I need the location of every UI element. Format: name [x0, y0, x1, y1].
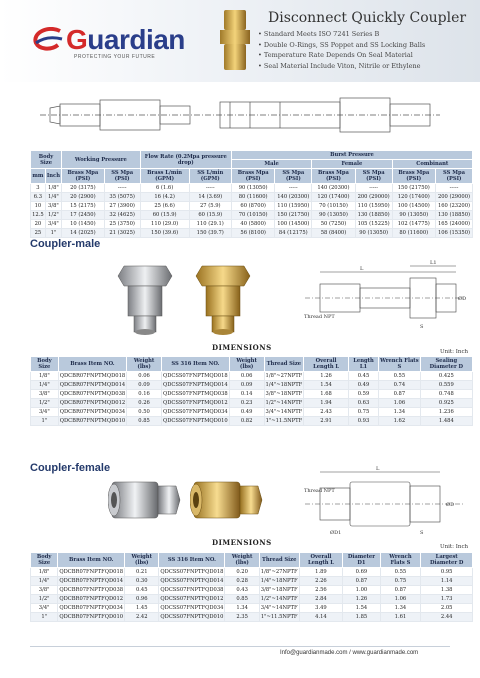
table-cell: 84 (12175)	[275, 229, 312, 238]
table-cell: 1.34	[225, 604, 259, 613]
table-cell: 0.85	[127, 417, 162, 426]
table-cell: 1.26	[343, 595, 380, 604]
table-cell: QDCSS07FNPTMQD010	[162, 418, 228, 424]
table-cell: 150 (21750)	[392, 184, 435, 193]
table-cell: 0.93	[348, 417, 378, 426]
table-cell: 0.30	[125, 577, 159, 586]
table-cell: 0.75	[348, 408, 378, 417]
table-cell: 14 (3.69)	[189, 193, 231, 202]
table-cell: 100 (14500)	[392, 202, 435, 211]
table-cell: 160 (23200)	[436, 202, 473, 211]
th-ss-mpa: SS Mpa (PSI)	[275, 169, 312, 184]
male-dimensions-table	[30, 356, 473, 426]
table-cell: 3/4"~14NPTF	[265, 409, 303, 415]
table-cell: 90 (13050)	[312, 211, 355, 220]
table-cell: 3.49	[299, 604, 343, 613]
table-cell: 110 (15950)	[275, 202, 312, 211]
table-cell: 1/2"~14NPTF	[260, 596, 298, 602]
table-header-cell: Weight (lbs)	[125, 553, 159, 568]
table-cell: 105 (15225)	[355, 220, 392, 229]
table-cell: 2.26	[299, 577, 343, 586]
table-cell: -----	[355, 184, 392, 193]
table-cell: 17 (2450)	[62, 211, 105, 220]
table-cell: 1/8"	[31, 568, 58, 577]
table-header-cell: Brass Item NO.	[58, 357, 126, 372]
table-cell: 90 (13050)	[355, 229, 392, 238]
table-cell: 27 (3900)	[104, 202, 140, 211]
spec-row	[31, 184, 473, 193]
table-cell: 165 (24000)	[436, 220, 473, 229]
table-cell: 1/4"~18NPTF	[265, 382, 303, 388]
table-cell: 110 (29.0)	[140, 220, 189, 229]
table-cell: QDCSS07FNPTMQD012	[162, 400, 228, 406]
table-cell: 0.87	[379, 390, 421, 399]
table-header-cell: Sealing Diameter D	[420, 357, 472, 372]
table-cell: 70 (10150)	[231, 211, 274, 220]
table-cell: 25 (6.6)	[140, 202, 189, 211]
dim-label-d: ØD	[458, 296, 467, 302]
table-cell: 0.75	[380, 577, 421, 586]
table-cell: 3/8"~18NPTF	[260, 587, 298, 593]
spec-row	[31, 220, 473, 229]
table-cell: 0.59	[348, 390, 378, 399]
table-cell: 1.85	[343, 613, 380, 622]
footer-contact: Info@guardianmade.com / www.guardianmade.com	[280, 650, 419, 656]
table-cell: QDCSS07FNPTFQD010	[160, 614, 224, 620]
table-cell: 60 (15.9)	[189, 211, 231, 220]
table-cell: 0.14	[229, 390, 264, 399]
th-brass-mpa: Brass Mpa (PSI)	[62, 169, 105, 184]
page-title: Disconnect Quickly Coupler	[268, 10, 467, 26]
table-cell: 1"	[31, 417, 59, 426]
table-cell: 15 (2175)	[62, 202, 105, 211]
table-cell: 1.34	[379, 408, 421, 417]
table-cell: QDCSS07FNPTMQD038	[162, 391, 228, 397]
section-title-female: Coupler-female	[30, 462, 111, 474]
th-body-size: Body Size	[31, 151, 62, 169]
table-cell: QDCBR07FNPTFQD034	[59, 605, 124, 611]
table-cell: 12.5	[32, 212, 44, 218]
table-cell: 0.63	[348, 399, 378, 408]
table-cell: 0.09	[127, 381, 162, 390]
spec-table-body	[31, 184, 473, 238]
feature-item: • Temperature Rate Depends On Seal Material	[258, 50, 425, 61]
dim-label-s: S	[420, 530, 424, 536]
table-cell: 1/2"~14NPTF	[265, 400, 303, 406]
table-cell: 25	[31, 229, 46, 238]
table-cell: 0.06	[229, 372, 264, 381]
table-cell: 80 (11600)	[231, 193, 274, 202]
logo-swoosh-icon	[30, 27, 64, 53]
table-cell: 0.87	[380, 586, 421, 595]
male-dimensions-title: DIMENSIONS	[212, 343, 272, 352]
table-cell: 3/4"	[31, 408, 59, 417]
table-header-cell: Weight (lbs)	[127, 357, 162, 372]
table-cell: QDCSS07FNPTFQD038	[160, 587, 224, 593]
table-cell: QDCSS07FNPTFQD034	[160, 605, 224, 611]
table-cell: 0.559	[420, 381, 472, 390]
table-cell: QDCBR07FNPTMQD012	[59, 400, 126, 406]
table-cell: 1.06	[380, 595, 421, 604]
male-row	[31, 381, 473, 390]
table-cell: 1.62	[379, 417, 421, 426]
male-row	[31, 408, 473, 417]
table-cell: 25 (3750)	[104, 220, 140, 229]
coupler-assembly-drawing	[30, 88, 450, 143]
feature-item: • Seal Material Include Viton, Nitrile or Ethylene	[258, 61, 425, 72]
table-cell: 2.91	[304, 417, 349, 426]
table-cell: 1.54	[343, 604, 380, 613]
hero-coupler-image	[210, 4, 260, 76]
table-cell: 1.61	[380, 613, 421, 622]
table-cell: 1/2"	[31, 595, 58, 604]
table-header-cell: Thread Size	[264, 357, 304, 372]
table-cell: 70 (10150)	[312, 202, 355, 211]
table-cell: 6 (1.6)	[140, 184, 189, 193]
table-cell: 1.54	[304, 381, 349, 390]
page-header	[0, 0, 480, 82]
table-cell: 1.484	[420, 417, 472, 426]
table-cell: 60 (8700)	[231, 202, 274, 211]
table-cell: 2.84	[299, 595, 343, 604]
table-cell: QDCBR07FNPTFQD012	[59, 596, 124, 602]
table-cell: 150 (21750)	[275, 211, 312, 220]
female-table-body	[31, 568, 473, 622]
table-cell: 200 (29000)	[436, 193, 473, 202]
table-cell: 1/4"	[45, 193, 61, 202]
brand-name: Guardian	[66, 24, 185, 55]
table-cell: 40 (5800)	[231, 220, 274, 229]
table-cell: -----	[104, 184, 140, 193]
table-cell: 1/2"	[45, 211, 61, 220]
table-cell: 0.425	[420, 372, 472, 381]
female-dimensions-title: DIMENSIONS	[212, 538, 272, 547]
table-cell: 110 (29.1)	[189, 220, 231, 229]
table-cell: 1/8"~27NPTF	[260, 569, 298, 575]
table-cell: -----	[436, 184, 473, 193]
table-cell: 0.26	[127, 399, 162, 408]
table-cell: 20	[31, 220, 46, 229]
table-cell: 1.34	[380, 604, 421, 613]
spec-table	[30, 150, 473, 238]
table-cell: 130 (18850)	[436, 211, 473, 220]
table-header-cell: Overall Length L	[299, 553, 343, 568]
table-cell: 1/8"	[31, 372, 59, 381]
table-cell: 0.49	[348, 381, 378, 390]
male-table-header	[31, 357, 473, 372]
th-brass-lmin: Brass L/min (GPM)	[140, 169, 189, 184]
table-cell: 1.236	[420, 408, 472, 417]
male-row	[31, 372, 473, 381]
table-header-cell: Weight (lbs)	[225, 553, 259, 568]
table-cell: 1/4"	[31, 577, 58, 586]
table-cell: 2.35	[225, 613, 259, 622]
table-cell: 14 (2025)	[62, 229, 105, 238]
th-male: Male	[231, 160, 311, 169]
table-cell: 32 (4625)	[104, 211, 140, 220]
female-row	[31, 568, 473, 577]
table-cell: 0.96	[125, 595, 159, 604]
table-cell: 2.56	[299, 586, 343, 595]
table-cell: 0.45	[348, 372, 378, 381]
table-cell: 0.43	[225, 586, 259, 595]
table-cell: QDCSS07FNPTMQD034	[162, 409, 228, 415]
male-row	[31, 390, 473, 399]
table-cell: 50 (7250)	[312, 220, 355, 229]
th-ss-mpa: SS Mpa (PSI)	[436, 169, 473, 184]
table-cell: QDCBR07FNPTMQD034	[59, 409, 126, 415]
th-ss-mpa: SS Mpa (PSI)	[104, 169, 140, 184]
table-cell: 58 (8400)	[312, 229, 355, 238]
dim-label-thread: Thread NPT	[304, 488, 335, 494]
table-header-cell: Wrench Flats S	[380, 553, 421, 568]
table-cell: 1.00	[343, 586, 380, 595]
table-cell: 27 (5.9)	[189, 202, 231, 211]
table-cell: 3	[31, 184, 46, 193]
table-cell: 0.69	[343, 568, 380, 577]
table-cell: 3/8"	[31, 586, 58, 595]
table-cell: 10 (1450)	[62, 220, 105, 229]
table-cell: 1.26	[304, 372, 349, 381]
male-table-body	[31, 372, 473, 426]
male-ss-photo	[110, 262, 180, 338]
dim-label-l1: L1	[430, 260, 437, 266]
table-cell: 1.68	[304, 390, 349, 399]
table-cell: 1"	[45, 229, 61, 238]
feature-list	[258, 29, 425, 71]
female-table-header	[31, 553, 473, 568]
footer-divider	[30, 646, 450, 647]
table-cell: 120 (17400)	[392, 193, 435, 202]
table-cell: 60 (15.9)	[140, 211, 189, 220]
table-header-cell: SS 316 Item NO.	[161, 357, 229, 372]
table-cell: 10	[31, 202, 46, 211]
table-cell: 3/4"~14NPTF	[260, 605, 298, 611]
table-cell: QDCBR07FNPTMQD010	[59, 418, 126, 424]
table-header-cell: Weight (lbs)	[229, 357, 264, 372]
table-cell: 0.95	[421, 568, 473, 577]
table-cell: QDCSS07FNPTMQD018	[162, 373, 228, 379]
table-cell: 200 (29000)	[355, 193, 392, 202]
dim-label-d: ØD	[446, 502, 455, 508]
table-cell: 56 (8100)	[231, 229, 274, 238]
table-cell: 20 (3175)	[62, 184, 105, 193]
male-technical-drawing	[300, 258, 470, 340]
table-header-cell: Largest Diameter D	[421, 553, 473, 568]
table-cell: 0.06	[127, 372, 162, 381]
table-cell: 0.55	[379, 372, 421, 381]
table-cell: 120 (17400)	[312, 193, 355, 202]
female-row	[31, 577, 473, 586]
table-cell: 3/8"	[45, 202, 61, 211]
table-cell: 35 (5075)	[104, 193, 140, 202]
spec-row	[31, 211, 473, 220]
table-header-cell: Body Size	[31, 553, 58, 568]
table-header-cell: Overall Length L	[304, 357, 349, 372]
th-inch: Inch	[45, 169, 61, 184]
th-ss-mpa: SS Mpa (PSI)	[355, 169, 392, 184]
table-cell: 1.14	[421, 577, 473, 586]
table-cell: 2.43	[304, 408, 349, 417]
th-burst-pressure: Burst Pressure	[231, 151, 472, 160]
table-cell: 0.16	[127, 390, 162, 399]
table-cell: 90 (13050)	[231, 184, 274, 193]
table-cell: 90 (13050)	[392, 211, 435, 220]
table-cell: 16 (4.2)	[140, 193, 189, 202]
dim-label-thread: Thread NPT	[304, 314, 335, 320]
table-cell: 0.74	[379, 381, 421, 390]
table-cell: 0.55	[380, 568, 421, 577]
table-cell: 1/8"~27NPTF	[265, 373, 303, 379]
table-cell: 0.748	[420, 390, 472, 399]
table-cell: 140 (20300)	[275, 193, 312, 202]
table-cell: QDCBR07FNPTMQD018	[59, 373, 126, 379]
table-cell: 1.94	[304, 399, 349, 408]
table-header-cell: Brass Item NO.	[58, 553, 125, 568]
female-row	[31, 613, 473, 622]
female-brass-photo	[190, 468, 266, 532]
table-cell: 2.42	[125, 613, 159, 622]
th-flow-rate: Flow Rate (0.2Mpa pressure drop)	[140, 151, 231, 169]
table-cell: 0.28	[225, 577, 259, 586]
th-brass-mpa: Brass Mpa (PSI)	[312, 169, 355, 184]
table-cell: 0.09	[229, 381, 264, 390]
brand-tagline: PROTECTING YOUR FUTURE	[74, 54, 156, 60]
table-cell: 1/8"	[45, 184, 61, 193]
table-cell: 150 (39.7)	[189, 229, 231, 238]
table-cell: QDCBR07FNPTFQD010	[59, 614, 124, 620]
th-combinant: Combinant	[392, 160, 472, 169]
table-cell: 3/4"	[45, 220, 61, 229]
male-brass-photo	[188, 262, 258, 338]
table-cell: 4.14	[299, 613, 343, 622]
table-cell: 2.44	[421, 613, 473, 622]
th-mm: mm	[31, 169, 46, 184]
spec-row	[31, 202, 473, 211]
table-cell: 1/4"~18NPTF	[260, 578, 298, 584]
table-cell: 0.85	[225, 595, 259, 604]
table-cell: QDCSS07FNPTFQD018	[160, 569, 224, 575]
table-cell: QDCSS07FNPTMQD014	[162, 382, 228, 388]
table-cell: QDCBR07FNPTFQD038	[59, 587, 124, 593]
table-cell: 0.45	[125, 586, 159, 595]
female-unit-label: Unit: Inch	[440, 544, 469, 550]
table-cell: 1.89	[299, 568, 343, 577]
table-cell: 100 (14500)	[275, 220, 312, 229]
dim-label-d1: ØD1	[330, 530, 342, 536]
female-technical-drawing	[300, 462, 470, 546]
table-header-cell: Wrench Flats S	[380, 358, 419, 370]
dim-label-l: L	[360, 266, 364, 272]
table-cell: 1.45	[125, 604, 159, 613]
female-row	[31, 595, 473, 604]
table-header-cell: Body Size	[31, 357, 59, 372]
table-cell: 3/8"	[31, 390, 59, 399]
th-brass-mpa: Brass Mpa (PSI)	[392, 169, 435, 184]
th-brass-mpa: Brass Mpa (PSI)	[231, 169, 274, 184]
table-header-cell: Thread Size	[259, 553, 299, 568]
feature-item: • Double O-Rings, SS Poppet and SS Locking Balls	[258, 40, 425, 51]
table-header-cell: Length L1	[348, 357, 378, 372]
table-cell: QDCBR07FNPTMQD014	[59, 382, 126, 388]
table-cell: 0.925	[420, 399, 472, 408]
female-row	[31, 586, 473, 595]
section-title-male: Coupler-male	[30, 238, 101, 250]
table-cell: 80 (11600)	[392, 229, 435, 238]
th-female: Female	[312, 160, 392, 169]
spec-row	[31, 193, 473, 202]
table-cell: 3/4"	[31, 604, 58, 613]
table-cell: 3/8"~18NPTF	[265, 391, 303, 397]
table-cell: -----	[189, 184, 231, 193]
feature-item: • Standard Meets ISO 7241 Series B	[258, 29, 425, 40]
table-cell: QDCBR07FNPTFQD014	[59, 578, 124, 584]
brand-logo	[30, 24, 185, 56]
female-dimensions-table	[30, 552, 473, 622]
male-unit-label: Unit: Inch	[440, 349, 469, 355]
female-row	[31, 604, 473, 613]
female-ss-photo	[108, 468, 184, 532]
table-cell: 0.49	[229, 408, 264, 417]
male-row	[31, 399, 473, 408]
male-row	[31, 417, 473, 426]
table-header-cell: Diameter D1	[343, 553, 380, 568]
table-cell: 1/2"	[31, 399, 59, 408]
table-cell: QDCBR07FNPTFQD018	[59, 569, 124, 575]
table-cell: 0.20	[225, 568, 259, 577]
table-cell: 110 (15950)	[355, 202, 392, 211]
th-ss-lmin: SS L/min (GPM)	[189, 169, 231, 184]
table-cell: -----	[275, 184, 312, 193]
table-header-cell: SS 316 Item NO.	[159, 553, 225, 568]
table-cell: 21 (3025)	[104, 229, 140, 238]
table-cell: 150 (39.6)	[140, 229, 189, 238]
table-cell: 102 (14775)	[392, 220, 435, 229]
table-cell: 0.87	[343, 577, 380, 586]
table-cell: 0.21	[125, 568, 159, 577]
table-cell: QDCSS07FNPTFQD012	[160, 596, 224, 602]
table-cell: 130 (18850)	[355, 211, 392, 220]
table-cell: 106 (15350)	[436, 229, 473, 238]
table-cell: 6.3	[31, 193, 46, 202]
table-cell: 1"	[31, 613, 58, 622]
table-cell: 1"~11.5NPTF	[265, 418, 303, 424]
table-cell: 0.50	[127, 408, 162, 417]
th-working-pressure: Working Pressure	[62, 151, 141, 169]
table-cell: 20 (2900)	[62, 193, 105, 202]
table-cell: 1.38	[421, 586, 473, 595]
table-cell: 0.23	[229, 399, 264, 408]
table-cell: QDCSS07FNPTFQD014	[160, 578, 224, 584]
table-cell: 0.82	[229, 417, 264, 426]
table-cell: QDCBR07FNPTMQD038	[59, 391, 126, 397]
dim-label-s: S	[420, 324, 424, 330]
table-cell: 2.05	[421, 604, 473, 613]
table-cell: 1/4"	[31, 381, 59, 390]
table-cell: 1.73	[421, 595, 473, 604]
table-cell: 140 (20300)	[312, 184, 355, 193]
table-cell: 1"~11.5NPTF	[260, 614, 298, 620]
table-cell: 1.06	[379, 399, 421, 408]
dim-label-l: L	[376, 466, 380, 472]
spec-row	[31, 229, 473, 238]
